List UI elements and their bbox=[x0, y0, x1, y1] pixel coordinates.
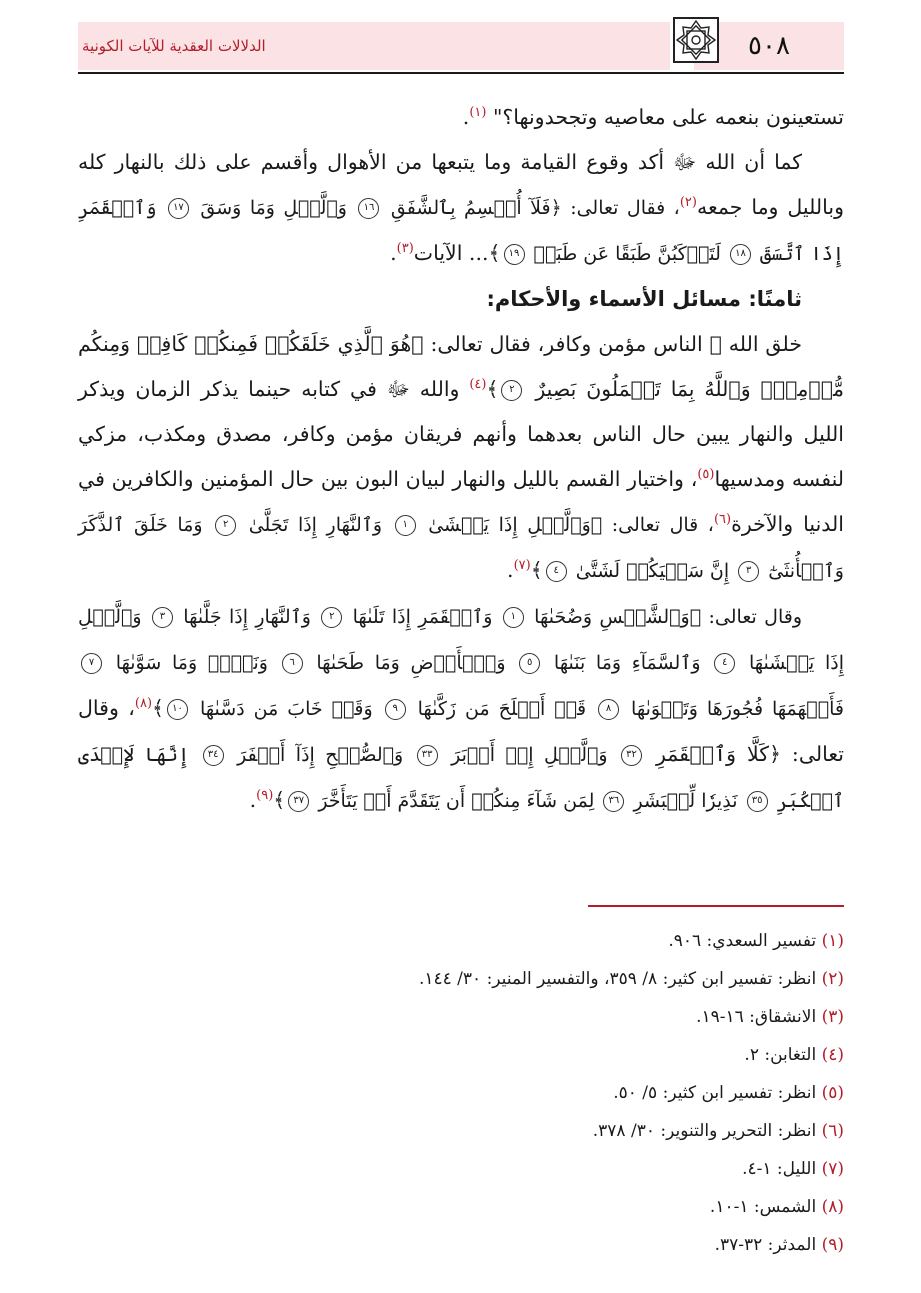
ayah-number-icon: ٣٦ bbox=[603, 791, 624, 812]
text: ﴾ bbox=[530, 558, 543, 582]
ayah-number-icon: ٤ bbox=[714, 653, 735, 674]
footnote-ref[interactable]: (٣) bbox=[396, 241, 414, 257]
quran-text: قَدۡ أَفۡلَحَ مَن زَكَّىٰهَا bbox=[408, 698, 596, 720]
paragraph-4 bbox=[78, 594, 844, 824]
quran-text: وَٱلۡقَمَرِ إِذَا ٱتَّسَقَ bbox=[78, 197, 844, 265]
period: . bbox=[249, 788, 257, 812]
footnote-ref[interactable]: (٥) bbox=[697, 467, 715, 483]
footnote-ref[interactable]: (٩) bbox=[256, 788, 274, 804]
footnote-number: (٢) bbox=[821, 969, 844, 989]
ayah-number-icon: ٨ bbox=[598, 699, 619, 720]
quran-text: وَمَا خَلَقَ ٱلذَّكَرَ وَٱلۡأُنثَىٰٓ bbox=[78, 514, 844, 582]
quran-text: وقال تعالى: ﴿وَٱلشَّمۡسِ وَضُحَىٰهَا bbox=[526, 606, 802, 628]
ayah-number-icon: ٣٤ bbox=[203, 745, 224, 766]
footnote-text: انظر: تفسير ابن كثير: ٨/ ٣٥٩، والتفسير المنير: ٣٠/ ١٤٤. bbox=[418, 969, 822, 989]
text: والله ﷻ في كتابه حينما يذكر الزمان ويذكر الليل والنهار يبين حال الناس بعدهما وأنهم فريقان مؤمن وكافر، مصدق ومكذب، مزكي لنفسه ومدسيها bbox=[78, 377, 845, 491]
paragraph-3 bbox=[78, 322, 844, 594]
page-number: ٥٠٨ bbox=[748, 31, 790, 61]
ayah-number-icon: ٢ bbox=[215, 515, 236, 536]
running-title-box bbox=[78, 22, 656, 70]
period: . bbox=[507, 558, 514, 582]
text: ، واختيار القسم بالليل والنهار لبيان البون بين حال المؤمنين والكافرين في الدنيا والآخرة bbox=[78, 467, 844, 536]
footnote-4 bbox=[78, 1036, 844, 1074]
paragraph-1 bbox=[78, 95, 844, 140]
ayah-number-icon: ١٠ bbox=[167, 699, 188, 720]
quran-text: وَٱلَّيۡلِ إِذَا يَغۡشَىٰهَا bbox=[78, 606, 845, 674]
ayah-number-icon: ٢ bbox=[321, 607, 342, 628]
ayah-number-icon: ٣ bbox=[738, 561, 759, 582]
footnote-number: (٦) bbox=[821, 1121, 844, 1141]
ayah-number-icon: ١٧ bbox=[168, 198, 189, 219]
footnote-number: (٣) bbox=[821, 1007, 844, 1027]
running-title: الدلالات العقدية للآيات الكونية bbox=[82, 37, 266, 55]
ayah-number-icon: ١٦ bbox=[358, 198, 379, 219]
footnote-6 bbox=[78, 1112, 844, 1150]
geometric-ornament-icon bbox=[672, 16, 720, 64]
ayah-number-icon: ١٨ bbox=[730, 244, 751, 265]
footnote-9 bbox=[78, 1226, 844, 1264]
footnote-text: المدثر: ٣٢-٣٧. bbox=[714, 1235, 822, 1255]
text: خلق الله ﷻ الناس مؤمن وكافر، فقال تعالى: ﴿هُوَ ٱلَّذِي خَلَقَكُمۡ فَمِنكُمۡ كَافِرٞ وَمِنكُم مُّؤۡمِنٞۚ وَٱللَّهُ بِمَا تَعۡمَلُونَ بَصِيرٌ bbox=[78, 332, 844, 401]
footnote-5 bbox=[78, 1074, 844, 1112]
ayah-number-icon: ٧ bbox=[81, 653, 102, 674]
footnote-separator bbox=[588, 905, 844, 907]
footnote-number: (١) bbox=[821, 931, 844, 951]
footnote-text: انظر: التحرير والتنوير: ٣٠/ ٣٧٨. bbox=[592, 1121, 822, 1141]
ayah-number-icon: ١ bbox=[503, 607, 524, 628]
ayah-number-icon: ٢ bbox=[501, 380, 522, 401]
ayah-number-icon: ٣ bbox=[152, 607, 173, 628]
footnote-8 bbox=[78, 1188, 844, 1226]
footnote-2 bbox=[78, 960, 844, 998]
footnote-number: (٧) bbox=[821, 1159, 844, 1179]
ayah-number-icon: ٤ bbox=[546, 561, 567, 582]
footnote-number: (٥) bbox=[821, 1083, 844, 1103]
ayah-number-icon: ٣٥ bbox=[747, 791, 768, 812]
footnote-number: (٨) bbox=[821, 1197, 844, 1217]
text: تستعينون بنعمه على معاصيه وتجحدونها؟" bbox=[486, 105, 844, 129]
ayah-number-icon: ١ bbox=[395, 515, 416, 536]
footnote-1 bbox=[78, 922, 844, 960]
ayah-number-icon: ٥ bbox=[519, 653, 540, 674]
quran-text: وَٱلَّيۡلِ إِذۡ أَدۡبَرَ bbox=[440, 744, 619, 766]
footnote-3 bbox=[78, 998, 844, 1036]
text: كما أن الله ﷻ أكد وقوع القيامة وما يتبعها من الأهوال وأقسم على ذلك بالنهار كله وبالليل وما جمعه bbox=[78, 150, 844, 219]
footnote-ref[interactable]: (٦) bbox=[713, 512, 732, 528]
footnote-number: (٩) bbox=[821, 1235, 844, 1255]
quran-text: وَٱلۡأَرۡضِ وَمَا طَحَىٰهَا bbox=[305, 652, 517, 674]
footnotes bbox=[78, 922, 844, 1264]
ayah-number-icon: ١٩ bbox=[504, 244, 525, 265]
footnote-number: (٤) bbox=[821, 1045, 844, 1065]
footnote-ref[interactable]: (٢) bbox=[679, 195, 697, 211]
quran-text: وَٱلسَّمَآءِ وَمَا بَنَىٰهَا bbox=[543, 652, 712, 674]
quran-text: لَتَرۡكَبُنَّ طَبَقًا عَن طَبَقٖ bbox=[527, 243, 727, 265]
period: . bbox=[390, 241, 397, 265]
ayah-number-icon: ٣٧ bbox=[288, 791, 309, 812]
footnote-ref[interactable]: (١) bbox=[469, 105, 487, 121]
footnote-7 bbox=[78, 1150, 844, 1188]
period: . bbox=[462, 105, 470, 129]
ayah-number-icon: ٣٣ bbox=[417, 745, 438, 766]
text: ﴾ bbox=[152, 696, 165, 720]
quran-text: وَٱلنَّهَارِ إِذَا تَجَلَّىٰ bbox=[239, 514, 392, 536]
paragraph-2 bbox=[78, 140, 844, 277]
quran-text: وَٱلۡقَمَرِ إِذَا تَلَىٰهَا bbox=[345, 606, 500, 628]
footnote-ref[interactable]: (٧) bbox=[513, 558, 531, 574]
quran-text: نَذِيرٗا لِّلۡبَشَرِ bbox=[627, 790, 744, 812]
quran-text: وَٱلَّيۡلِ وَمَا وَسَقَ bbox=[191, 197, 356, 219]
quran-text: وَٱلصُّبۡحِ إِذَآ أَسۡفَرَ bbox=[226, 744, 414, 766]
text: ﴾... الآيات bbox=[413, 241, 501, 265]
quran-text: إِنَّ سَعۡيَكُمۡ لَشَتَّىٰ bbox=[569, 560, 736, 582]
quran-text: وَٱلنَّهَارِ إِذَا جَلَّىٰهَا bbox=[175, 606, 319, 628]
footnote-ref[interactable]: (٨) bbox=[134, 696, 153, 712]
ayah-number-icon: ٦ bbox=[282, 653, 303, 674]
quran-text: وَقَدۡ خَابَ مَن دَسَّىٰهَا bbox=[191, 698, 382, 720]
footnote-text: تفسير السعدي: ٩٠٦. bbox=[668, 931, 822, 951]
ayah-number-icon: ٩ bbox=[385, 699, 406, 720]
text: ﴾ bbox=[486, 377, 499, 401]
footnote-text: الانشقاق: ١٦-١٩. bbox=[696, 1007, 822, 1027]
quran-text: ، قال تعالى: ﴿وَٱلَّيۡلِ إِذَا يَغۡشَىٰ bbox=[418, 514, 714, 536]
footnote-text: التغابن: ٢. bbox=[744, 1045, 822, 1065]
header-rule bbox=[78, 72, 844, 74]
ayah-number-icon: ٣٢ bbox=[621, 745, 642, 766]
quran-text: لِمَن شَآءَ مِنكُمۡ أَن يَتَقَدَّمَ أَوۡ يَتَأَخَّرَ bbox=[312, 790, 601, 812]
quran-text: وَنَفۡسٖ وَمَا سَوَّىٰهَا bbox=[105, 652, 279, 674]
main-text bbox=[78, 95, 844, 824]
quran-text: إِنَّهَا لَإِحۡدَى ٱلۡكُبَرِ bbox=[78, 744, 844, 812]
quran-text: فَأَلۡهَمَهَا فُجُورَهَا وَتَقۡوَىٰهَا bbox=[622, 698, 844, 720]
text: ، وقال تعالى: ﴿كَلَّا وَٱلۡقَمَرِ bbox=[78, 696, 844, 766]
footnote-text: الليل: ١-٤. bbox=[742, 1159, 822, 1179]
quran-text: ، فقال تعالى: ﴿فَلَآ أُقۡسِمُ بِٱلشَّفَقِ bbox=[382, 197, 680, 219]
text: ﴾ bbox=[273, 788, 286, 812]
section-title: ثامنًا: مسائل الأسماء والأحكام: bbox=[486, 287, 802, 311]
footnote-ref[interactable]: (٤) bbox=[469, 377, 487, 393]
footnote-text: الشمس: ١-١٠. bbox=[709, 1197, 822, 1217]
page-header bbox=[0, 0, 921, 72]
footnote-text: انظر: تفسير ابن كثير: ٥/ ٥٠. bbox=[613, 1083, 822, 1103]
